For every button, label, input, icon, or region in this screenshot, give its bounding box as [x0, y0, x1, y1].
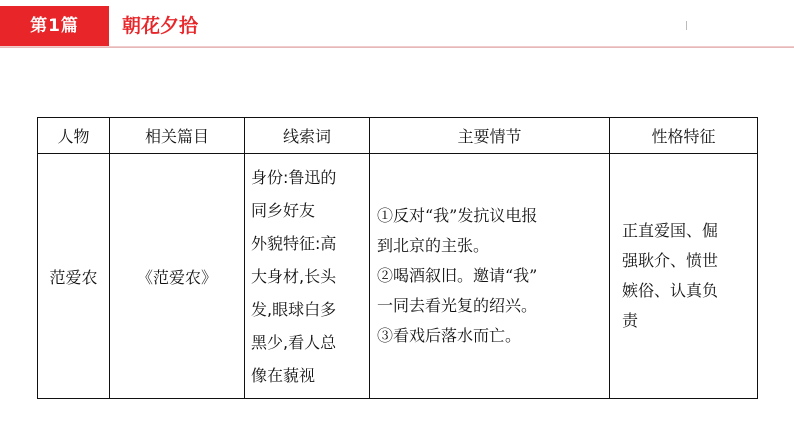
column-header-clues: 线索词	[245, 118, 370, 154]
cell-plot	[370, 154, 610, 399]
cell-article: 《范爱农》	[110, 154, 245, 399]
header-divider-mark	[686, 21, 687, 30]
column-header-traits: 性格特征	[610, 118, 758, 154]
clue-line: 身份:鲁迅的	[251, 167, 337, 187]
trait-line: 嫉俗、认真负	[622, 281, 719, 300]
plot-line: 一同去看光复的绍兴。	[377, 296, 538, 315]
cell-clues	[245, 154, 370, 399]
plot-line: ②喝酒叙旧。邀请“我”	[377, 266, 538, 285]
clue-line: 大身材,长头	[251, 266, 337, 286]
plot-line: ①反对“我”发抗议电报	[377, 206, 538, 225]
plot-line: 到北京的主张。	[377, 236, 490, 255]
trait-line: 强耿介、愤世	[622, 251, 719, 270]
cell-person: 范爱农	[38, 154, 110, 399]
column-header-person: 人物	[38, 118, 110, 154]
section-title: 朝花夕拾	[122, 15, 199, 37]
page-header	[0, 0, 794, 48]
character-table	[37, 117, 758, 399]
column-header-article: 相关篇目	[110, 118, 245, 154]
clue-line: 黑少,看人总	[251, 332, 337, 352]
trait-line: 责	[622, 311, 639, 330]
trait-line: 正直爱国、倔	[622, 221, 719, 240]
cell-traits	[610, 154, 758, 399]
table-header-row	[38, 118, 758, 154]
chapter-tag: 第1篇	[0, 6, 109, 46]
clue-line: 发,眼球白多	[251, 299, 337, 319]
clue-line: 像在藐视	[251, 365, 316, 385]
plot-line: ③看戏后落水而亡。	[377, 326, 522, 345]
clue-line: 同乡好友	[251, 200, 316, 220]
clue-line: 外貌特征:高	[251, 233, 337, 253]
header-underline	[0, 46, 794, 47]
table-row	[38, 154, 758, 399]
column-header-plot: 主要情节	[370, 118, 610, 154]
